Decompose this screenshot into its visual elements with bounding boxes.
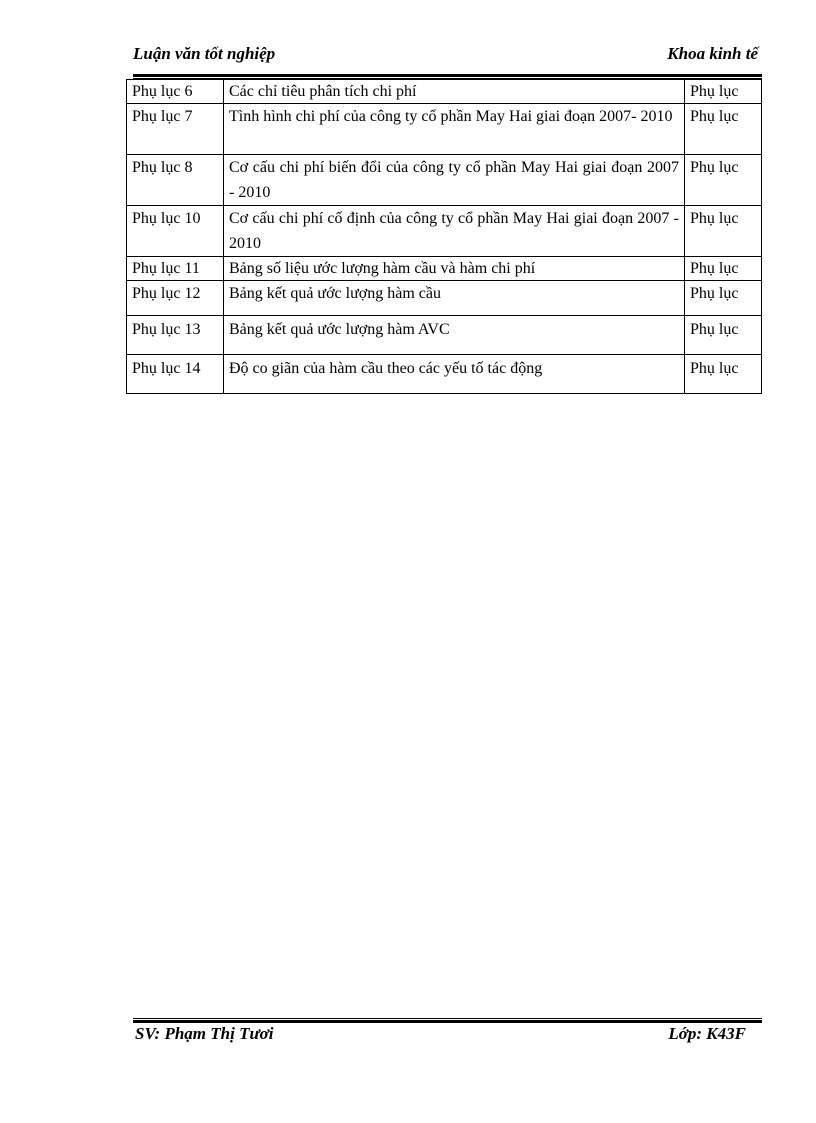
table-row	[127, 155, 762, 206]
appendix-label: Phụ lục 12	[127, 281, 224, 316]
appendix-title: Tình hình chi phí của công ty cổ phần May Hai giai đoạn 2007- 2010	[224, 104, 685, 155]
appendix-section: Phụ lục	[685, 355, 762, 394]
appendix-section: Phụ lục	[685, 80, 762, 104]
appendix-label: Phụ lục 11	[127, 257, 224, 281]
appendix-label: Phụ lục 6	[127, 80, 224, 104]
appendix-section: Phụ lục	[685, 206, 762, 257]
appendix-table	[126, 79, 762, 394]
page-header	[133, 44, 760, 70]
appendix-title: Các chỉ tiêu phân tích chi phí	[224, 80, 685, 104]
appendix-title: Bảng số liệu ước lượng hàm cầu và hàm chi phí	[224, 257, 685, 281]
table-row	[127, 206, 762, 257]
appendix-title: Bảng kết quả ước lượng hàm cầu	[224, 281, 685, 316]
header-faculty: Khoa kinh tế	[667, 44, 758, 63]
appendix-section: Phụ lục	[685, 316, 762, 355]
table-row	[127, 281, 762, 316]
appendix-label: Phụ lục 14	[127, 355, 224, 394]
table-row	[127, 80, 762, 104]
appendix-title: Bảng kết quả ước lượng hàm AVC	[224, 316, 685, 355]
appendix-section: Phụ lục	[685, 104, 762, 155]
appendix-label: Phụ lục 8	[127, 155, 224, 206]
table-row	[127, 355, 762, 394]
page-footer	[133, 1024, 746, 1050]
appendix-title: Cơ cấu chi phí biến đổi của công ty cổ phần May Hai giai đoạn 2007 - 2010	[224, 155, 685, 206]
appendix-title: Cơ cấu chi phí cố định của công ty cổ phần May Hai giai đoạn 2007 - 2010	[224, 206, 685, 257]
appendix-section: Phụ lục	[685, 257, 762, 281]
appendix-label: Phụ lục 7	[127, 104, 224, 155]
footer-divider	[133, 1018, 762, 1023]
table-row	[127, 257, 762, 281]
appendix-label: Phụ lục 10	[127, 206, 224, 257]
appendix-section: Phụ lục	[685, 281, 762, 316]
footer-class: Lớp: K43F	[668, 1024, 746, 1043]
appendix-title: Độ co giãn của hàm cầu theo các yếu tố tác động	[224, 355, 685, 394]
table-row	[127, 316, 762, 355]
table-row	[127, 104, 762, 155]
appendix-label: Phụ lục 13	[127, 316, 224, 355]
footer-student-name: SV: Phạm Thị Tươi	[135, 1024, 274, 1043]
header-thesis-title: Luận văn tốt nghiệp	[133, 44, 276, 63]
appendix-section: Phụ lục	[685, 155, 762, 206]
